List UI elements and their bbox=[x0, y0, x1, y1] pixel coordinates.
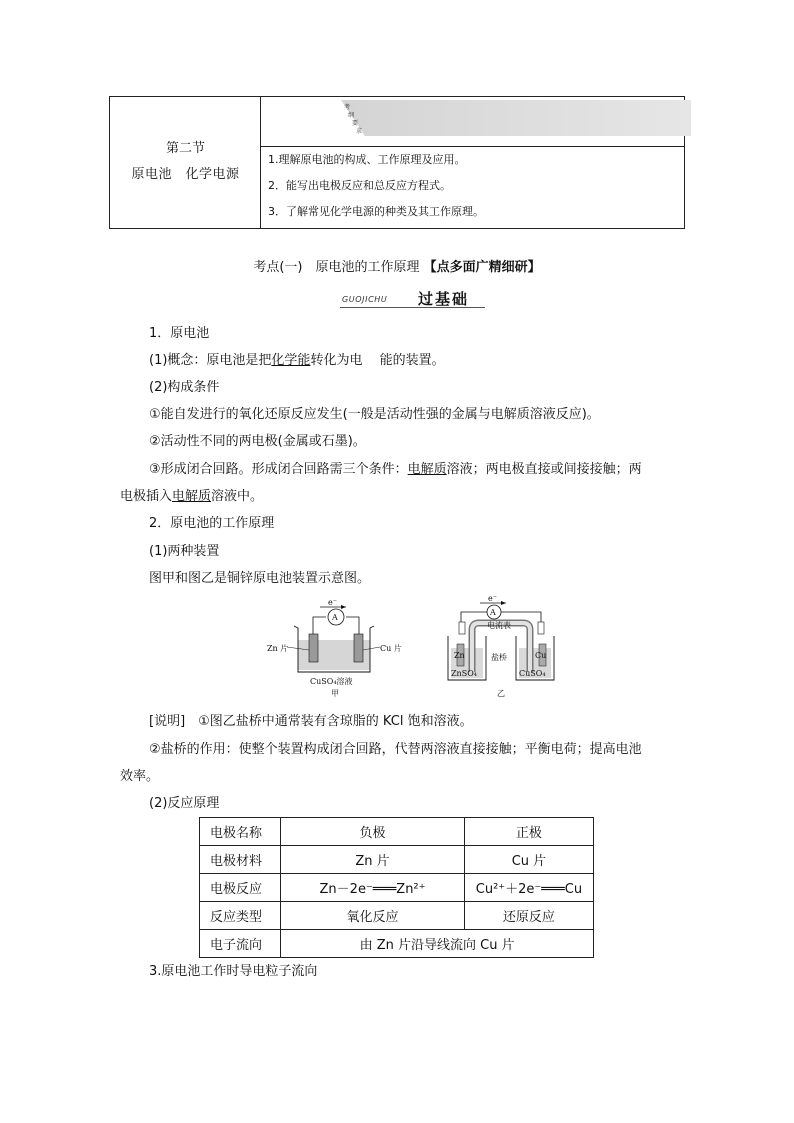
cell-jia bbox=[267, 598, 402, 698]
section-1-title: 1．原电池 bbox=[149, 326, 210, 341]
badge-pinyin: GUOJICHU bbox=[342, 295, 388, 304]
table-header-cell: 正极 bbox=[464, 818, 593, 846]
section-title-cell bbox=[110, 97, 261, 228]
table-cell: 电子流向 bbox=[200, 930, 281, 958]
topic-heading-tag: 【点多面广精细研】 bbox=[423, 260, 541, 275]
ammeter-letter: A bbox=[332, 613, 338, 622]
conditions-title: (2)构成条件 bbox=[149, 380, 220, 395]
cell-yi bbox=[448, 594, 554, 698]
underlined-term: 电解质 bbox=[172, 489, 212, 504]
table-header-cell: 电极名称 bbox=[200, 818, 281, 846]
table-cell: Zn－2e⁻═══Zn²⁺ bbox=[281, 874, 465, 902]
table-header-row bbox=[200, 818, 594, 846]
figure-yi-caption: 乙 bbox=[497, 689, 505, 698]
figure-description: 图甲和图乙是铜锌原电池装置示意图。 bbox=[149, 571, 371, 586]
electron-label: e⁻ bbox=[328, 598, 337, 607]
banner-shape bbox=[341, 100, 691, 136]
table-cell: 氧化反应 bbox=[281, 902, 465, 930]
section-3-title: 3.原电池工作时导电粒子流向 bbox=[149, 964, 318, 979]
banner-char: 考 bbox=[344, 104, 351, 111]
section-header-table bbox=[109, 96, 685, 229]
table-row bbox=[200, 902, 594, 930]
underlined-term: 电解质 bbox=[407, 462, 447, 477]
section-number: 第二节 bbox=[165, 141, 205, 156]
banner-char: 要 bbox=[352, 120, 359, 127]
note-2-line-2: 效率。 bbox=[120, 769, 160, 784]
condition-1: ①能自发进行的氧化还原反应发生(一般是活动性强的金属与电解质溶液反应)。 bbox=[149, 407, 600, 422]
cu-electrode bbox=[354, 634, 363, 662]
condition-3-line-1 bbox=[149, 458, 642, 477]
condition-3-line-2 bbox=[120, 485, 263, 504]
note-1: [说明] ①图乙盐桥中通常装有含琼脂的 KCl 饱和溶液。 bbox=[149, 714, 473, 729]
banner-char: 求 bbox=[356, 128, 363, 135]
solution-label: CuSO₄溶液 bbox=[310, 677, 353, 686]
zn-electrode bbox=[309, 634, 318, 662]
table-cell: 还原反应 bbox=[464, 902, 593, 930]
galvanic-cell-figure bbox=[262, 592, 562, 700]
badge-underline bbox=[340, 307, 485, 308]
table-header-cell: 负极 bbox=[281, 818, 465, 846]
table-row bbox=[200, 846, 594, 874]
ammeter-letter: A bbox=[490, 608, 496, 617]
electrode-table bbox=[199, 817, 594, 958]
table-cell: 电极反应 bbox=[200, 874, 281, 902]
condition-2: ②活动性不同的两电极(金属或石墨)。 bbox=[149, 434, 366, 449]
requirements-banner-cell bbox=[261, 97, 684, 147]
text-run: 电极插入 bbox=[120, 489, 173, 504]
electron-label: e⁻ bbox=[488, 594, 497, 603]
text-run: (1)概念：原电池是把 bbox=[149, 353, 272, 368]
basics-badge bbox=[340, 288, 485, 310]
table-cell: Zn 片 bbox=[281, 846, 465, 874]
note-2-line-1: ②盐桥的作用：使整个装置构成闭合回路，代替两溶液直接接触；平衡电荷；提高电池 bbox=[149, 742, 642, 757]
concept-line bbox=[149, 349, 445, 368]
table-cell: Cu 片 bbox=[464, 846, 593, 874]
ammeter-cn-label: 电流表 bbox=[487, 621, 511, 630]
table-cell: 电极材料 bbox=[200, 846, 281, 874]
cu-label: Cu 片 bbox=[380, 644, 402, 653]
requirement-item: 2．能写出电极反应和总反应方程式。 bbox=[268, 179, 451, 192]
text-run: 转化为电 能的装置。 bbox=[310, 353, 445, 368]
table-row bbox=[200, 930, 594, 958]
cu-symbol: Cu bbox=[535, 651, 547, 660]
table-cell: 反应类型 bbox=[200, 902, 281, 930]
section-2-title: 2．原电池的工作原理 bbox=[149, 516, 275, 531]
requirement-item: 1.理解原电池的构成、工作原理及应用。 bbox=[268, 153, 466, 166]
zn-symbol: Zn bbox=[454, 651, 465, 660]
principle-subtitle: (2)反应原理 bbox=[149, 796, 220, 811]
banner-char: 纲 bbox=[348, 112, 355, 119]
text-run: ③形成闭合回路。形成闭合回路需三个条件： bbox=[149, 462, 408, 477]
znso4-label: ZnSO₄ bbox=[451, 669, 477, 678]
text-run: 溶液；两电极直接或间接接触；两 bbox=[446, 462, 642, 477]
cuso4-label: CuSO₄ bbox=[519, 669, 546, 678]
requirement-item: 3．了解常见化学电源的种类及其工作原理。 bbox=[268, 205, 484, 218]
zn-label: Zn 片 bbox=[267, 644, 289, 653]
topic-heading bbox=[0, 256, 794, 275]
badge-title: 过基础 bbox=[418, 290, 470, 308]
underlined-term: 化学能 bbox=[271, 353, 311, 368]
text-run: 溶液中。 bbox=[211, 489, 264, 504]
topic-heading-text: 考点(一) 原电池的工作原理 bbox=[253, 260, 424, 275]
figure-jia-caption: 甲 bbox=[331, 689, 339, 698]
salt-bridge-label: 盐桥 bbox=[491, 653, 507, 662]
section-title: 原电池 化学电源 bbox=[131, 167, 240, 182]
devices-subtitle: (1)两种装置 bbox=[149, 544, 220, 559]
table-cell: Cu²⁺＋2e⁻═══Cu bbox=[464, 874, 593, 902]
table-row bbox=[200, 874, 594, 902]
requirements-banner bbox=[341, 100, 691, 138]
table-cell: 由 Zn 片沿导线流向 Cu 片 bbox=[281, 930, 594, 958]
